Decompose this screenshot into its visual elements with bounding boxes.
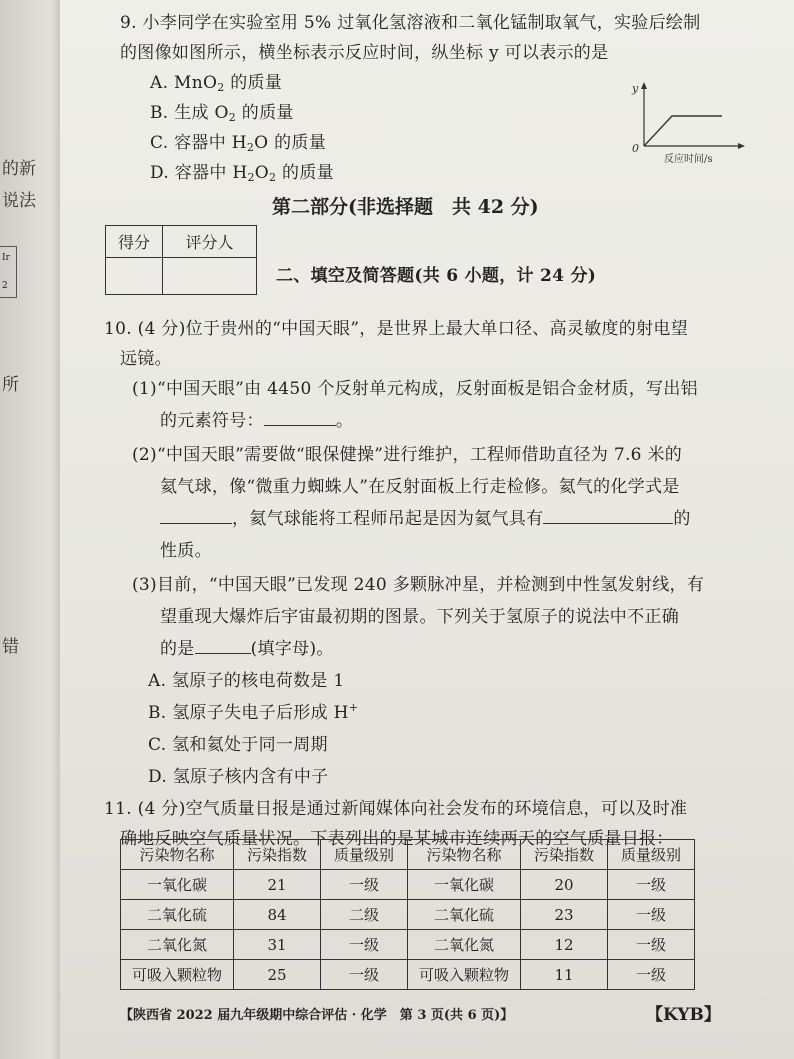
q9-option-c: C. 容器中 $H_2O$ 的质量 xyxy=(150,133,326,154)
table-cell: 20 xyxy=(521,870,608,900)
table-cell: 一级 xyxy=(608,870,695,900)
air-quality-table xyxy=(120,839,695,990)
table-row xyxy=(121,900,695,930)
strip-text-2: 说法 xyxy=(2,191,36,211)
table-header-row xyxy=(121,840,695,870)
table-header-cell: 污染指数 xyxy=(521,840,608,870)
table-header-cell: 质量级别 xyxy=(608,840,695,870)
strip-score-box xyxy=(0,246,17,298)
adjacent-page-strip xyxy=(0,0,60,1059)
table-cell: 84 xyxy=(234,900,321,930)
q10-part1-line2: 的元素符号： 。 xyxy=(160,406,353,431)
score-box xyxy=(105,225,257,295)
table-cell: 一级 xyxy=(321,870,408,900)
q10-option-a: A. 氢原子的核电荷数是 1 xyxy=(148,671,345,691)
answer-blank-he-formula[interactable] xyxy=(160,506,232,524)
table-header-cell: 质量级别 xyxy=(321,840,408,870)
table-cell: 12 xyxy=(521,930,608,960)
graph-x-label: 反应时间/s xyxy=(664,154,713,165)
q10-option-d: D. 氢原子核内含有中子 xyxy=(148,767,329,787)
table-cell: 二级 xyxy=(321,900,408,930)
q10-part3-line1: (3)目前，“中国天眼”已发现 240 多颗脉冲星，并检测到中性氢发射线，有 xyxy=(132,575,705,595)
q10-option-b: B. 氢原子失电子后形成 H+ xyxy=(148,701,359,723)
table-header-cell: 污染指数 xyxy=(234,840,321,870)
q10-stem-line1: 10. (4 分)位于贵州的“中国天眼”，是世界上最大单口径、高灵敏度的射电望 xyxy=(104,319,689,339)
table-cell: 二氧化氮 xyxy=(121,930,234,960)
q10-part3-line3: 的是 (填字母)。 xyxy=(160,634,334,659)
exam-code: 【KYB】 xyxy=(646,1005,721,1025)
table-cell: 可吸入颗粒物 xyxy=(408,960,521,990)
q10-part3-line2: 望重现大爆炸后宇宙最初期的图景。下列关于氢原子的说法中不正确 xyxy=(160,607,679,627)
q9-stem-line2: 的图像如图所示，横坐标表示反应时间，纵坐标 y 可以表示的是 xyxy=(120,43,609,63)
part2-title: 第二部分(非选择题 共 42 分) xyxy=(272,196,539,218)
page-footer: 【陕西省 2022 届九年级期中综合评估 · 化学 第 3 页(共 6 页)】 xyxy=(120,1008,514,1023)
q9-option-b: B. 生成 $O_2$ 的质量 xyxy=(150,103,294,124)
table-cell: 二氧化硫 xyxy=(408,900,521,930)
graph-y-label: y xyxy=(632,82,639,95)
q10-stem-line2: 远镜。 xyxy=(120,349,172,369)
score-cell xyxy=(106,258,163,295)
q10-part2-line2: 氦气球，像“微重力蜘蛛人”在反射面板上行走检修。氦气的化学式是 xyxy=(160,477,680,497)
grader-cell xyxy=(163,258,257,295)
table-cell: 31 xyxy=(234,930,321,960)
answer-blank-he-property[interactable] xyxy=(543,506,673,524)
table-cell: 一级 xyxy=(321,960,408,990)
graph-y-arrow xyxy=(641,82,647,89)
q10-part2-line4: 性质。 xyxy=(160,541,212,561)
answer-blank-al[interactable] xyxy=(264,408,336,426)
table-cell: 一级 xyxy=(608,930,695,960)
table-cell: 一级 xyxy=(608,900,695,930)
q10-option-c: C. 氢和氦处于同一周期 xyxy=(148,735,328,755)
table-cell: 一氧化碳 xyxy=(408,870,521,900)
table-row xyxy=(121,960,695,990)
section-heading: 二、填空及简答题(共 6 小题，计 24 分) xyxy=(276,266,597,286)
table-cell: 二氧化氮 xyxy=(408,930,521,960)
table-cell: 11 xyxy=(521,960,608,990)
table-cell: 21 xyxy=(234,870,321,900)
q10-part2-line1: (2)“中国天眼”需要做“眼保健操”进行维护，工程师借助直径为 7.6 米的 xyxy=(132,445,683,465)
q11-stem-line2: 确地反映空气质量状况。下表列出的是某城市连续两天的空气质量日报： xyxy=(120,829,674,849)
table-header-cell: 污染物名称 xyxy=(408,840,521,870)
graph-curve xyxy=(644,116,722,146)
q9-graph xyxy=(628,80,748,166)
answer-blank-hydrogen[interactable] xyxy=(195,636,251,654)
score-header: 得分 xyxy=(106,226,163,258)
table-cell: 23 xyxy=(521,900,608,930)
table-cell: 一级 xyxy=(608,960,695,990)
q9-option-a: A. MnO$_2$ 的质量 xyxy=(150,73,283,94)
graph-origin-label: 0 xyxy=(632,142,639,155)
table-row xyxy=(121,870,695,900)
strip-box-bottom: 2 xyxy=(2,281,8,291)
table-cell: 25 xyxy=(234,960,321,990)
q9-option-d: D. 容器中 $H_2O_2$ 的质量 xyxy=(150,163,334,184)
table-cell: 二氧化硫 xyxy=(121,900,234,930)
table-cell: 一级 xyxy=(321,930,408,960)
table-cell: 一氧化碳 xyxy=(121,870,234,900)
table-row xyxy=(121,930,695,960)
table-header-cell: 污染物名称 xyxy=(121,840,234,870)
q10-part1-line1: (1)“中国天眼”由 4450 个反射单元构成，反射面板是铝合金材质，写出铝 xyxy=(132,379,698,399)
strip-text-3: 所 xyxy=(2,375,19,395)
graph-x-arrow xyxy=(738,143,745,149)
strip-text-1: 的新 xyxy=(2,159,36,179)
grader-header: 评分人 xyxy=(163,226,257,258)
strip-text-4: 错 xyxy=(2,637,19,657)
strip-box-top: Ir xyxy=(2,253,10,263)
q11-stem-line1: 11. (4 分)空气质量日报是通过新闻媒体向社会发布的环境信息，可以及时准 xyxy=(104,799,688,819)
q9-stem-line1: 9. 小李同学在实验室用 5% 过氧化氢溶液和二氧化锰制取氧气，实验后绘制 xyxy=(120,13,701,33)
table-cell: 可吸入颗粒物 xyxy=(121,960,234,990)
q10-part2-line3: ，氦气球能将工程师吊起是因为氦气具有 的 xyxy=(160,504,691,529)
